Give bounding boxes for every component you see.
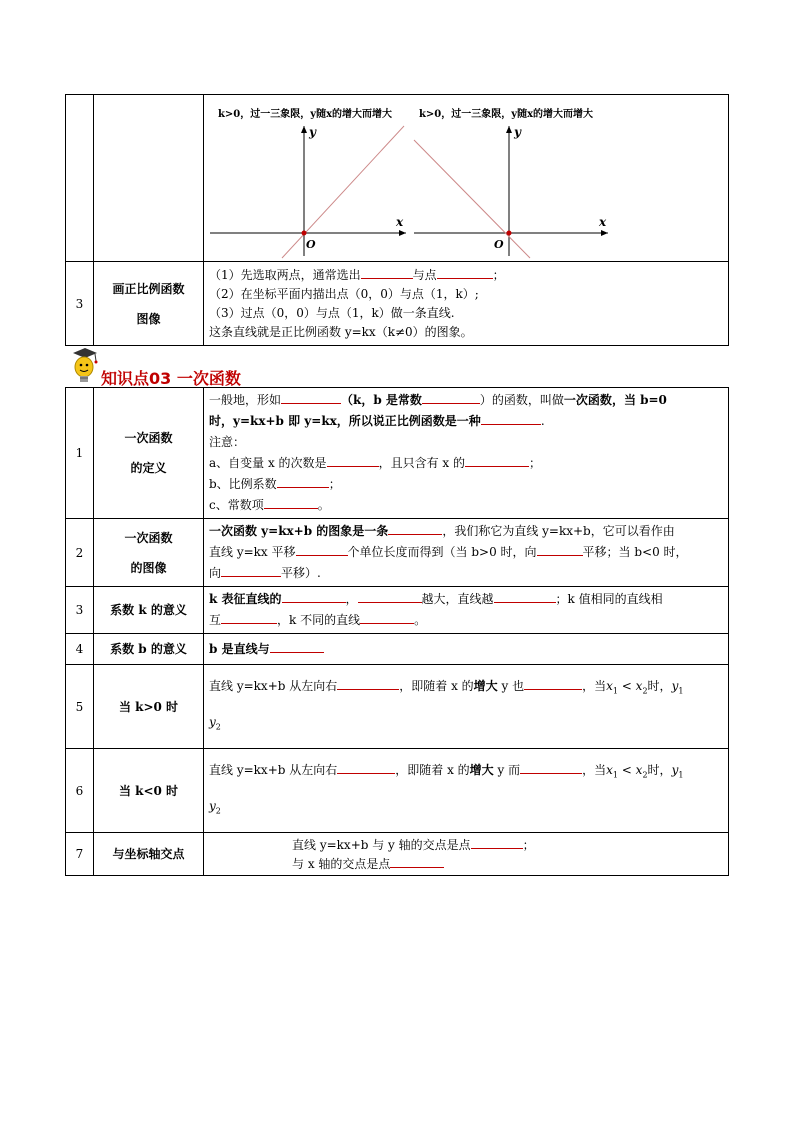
row-content [204, 519, 729, 587]
subscript: 1 [612, 770, 618, 780]
row-content [204, 262, 729, 346]
fill-blank[interactable] [494, 589, 556, 603]
row-label: 系数 k 的意义 [94, 587, 204, 634]
subscript: 2 [215, 721, 221, 731]
text: b、比例系数 [209, 477, 277, 491]
fill-blank[interactable] [327, 453, 379, 467]
text: y 也 [497, 679, 525, 694]
math-var: y [209, 798, 216, 813]
text: 时， [647, 763, 672, 778]
row-label [94, 262, 204, 346]
text: ，当 [582, 763, 607, 778]
row-label-line2: 的图像 [130, 560, 167, 575]
row-content [204, 833, 729, 876]
text: k 表征直线的 [209, 592, 282, 606]
row-content [204, 388, 729, 519]
row-label: 当 k>0 时 [94, 665, 204, 749]
row-number: 1 [66, 388, 94, 519]
math-var: x [635, 763, 643, 778]
cell-empty-num [66, 95, 94, 262]
right-origin-dot [507, 230, 512, 235]
text: 越大，直线越 [421, 592, 494, 606]
row-label-line2: 的定义 [130, 461, 167, 475]
row-label-line1: 一次函数 [124, 530, 173, 545]
row-content [204, 749, 729, 833]
fill-blank[interactable] [221, 610, 277, 624]
text: 一次函数 [563, 393, 612, 407]
fill-blank[interactable] [270, 639, 324, 653]
row-label-line1: 画正比例函数 [112, 281, 185, 296]
left-origin-dot [302, 230, 307, 235]
text: 增大 [473, 679, 498, 694]
row-label: 系数 b 的意义 [94, 634, 204, 665]
text: 与 x 轴的交点是点 [292, 857, 391, 871]
fill-blank[interactable] [520, 760, 582, 774]
text: 增大 [469, 763, 494, 778]
proportional-function-graphs [204, 96, 728, 261]
row-number: 3 [66, 587, 94, 634]
text: ）的函数，叫做 [479, 393, 564, 407]
math-var: y [209, 714, 216, 729]
subscript: 2 [215, 805, 221, 815]
fill-blank[interactable] [361, 265, 413, 279]
math-var: x [606, 679, 613, 694]
text: ； [492, 268, 505, 282]
text: ； [328, 477, 341, 491]
table-row [66, 665, 729, 749]
table-row-draw [66, 262, 729, 346]
left-y-label: y [309, 124, 316, 139]
table-row [66, 749, 729, 833]
text: ，k 不同的直线 [277, 613, 361, 627]
fill-blank[interactable] [221, 563, 281, 577]
fill-blank[interactable] [358, 589, 422, 603]
row-content [204, 634, 729, 665]
text: 向 [209, 566, 222, 580]
right-graph-caption: k>0，过一三象限，y随x的增大而增大 [419, 108, 594, 120]
text: a、自变量 x 的次数是 [209, 456, 327, 470]
table-proportional-function [65, 94, 729, 346]
text: ；k 值相同的直线相 [555, 592, 663, 606]
text: 直线 y=kx+b 与 y 轴的交点是点 [292, 838, 471, 852]
text: 时， [647, 679, 672, 694]
row-label: 当 k<0 时 [94, 749, 204, 833]
row-label [94, 388, 204, 519]
text: ； [522, 838, 535, 852]
cell-graphs [204, 95, 729, 262]
table-row [66, 634, 729, 665]
table-row-graph [66, 95, 729, 262]
left-graph-caption: k>0，过一三象限，y随x的增大而增大 [218, 108, 393, 120]
right-proportional-line [414, 140, 530, 258]
table-row [66, 587, 729, 634]
subscript: 1 [678, 686, 684, 696]
text: （1）先选取两点，通常选出 [209, 268, 361, 282]
fill-blank[interactable] [337, 676, 399, 690]
fill-blank[interactable] [296, 542, 348, 556]
text: 这条直线就是正比例函数 y=kx（k≠0）的图象。 [209, 325, 473, 339]
table-row [66, 833, 729, 876]
row-content [204, 665, 729, 749]
text: 注意： [209, 435, 246, 449]
fill-blank[interactable] [388, 521, 442, 535]
text: （3）过点（0，0）与点（1，k）做一条直线. [209, 306, 455, 320]
text: 直线 y=kx+b 从左向右 [209, 679, 338, 694]
left-proportional-line [282, 126, 404, 258]
text: 互 [209, 613, 222, 627]
fill-blank[interactable] [281, 390, 341, 404]
text: 直线 y=kx+b 从左向右 [209, 763, 338, 778]
text: . [540, 414, 545, 428]
text: 一般地，形如 [209, 393, 282, 407]
text: ，即随着 x 的 [395, 763, 470, 778]
math-var: x [606, 763, 613, 778]
text: ，当 b=0 [611, 393, 667, 407]
text: ，我们称它为直线 y=kx+b，它可以看作由 [442, 524, 675, 538]
text: 一次函数 y=kx+b 的图象是一条 [209, 524, 389, 538]
table-row [66, 519, 729, 587]
row-number: 7 [66, 833, 94, 876]
text: c、常数项 [209, 498, 264, 512]
text: 时，y=kx+b 即 y=kx，所以说 [209, 414, 385, 428]
text: 正比例函数是一种 [384, 414, 481, 428]
text: （2）在坐标平面内描出点（0，0）与点（1，k）; [209, 287, 479, 301]
text: ， [345, 592, 358, 606]
text: ，当 [582, 679, 607, 694]
row-number: 6 [66, 749, 94, 833]
right-x-label: x [599, 214, 607, 229]
subscript: 2 [642, 770, 648, 780]
fill-blank[interactable] [471, 835, 523, 849]
text: y 而 [493, 763, 521, 778]
fill-blank[interactable] [264, 495, 318, 509]
fill-blank[interactable] [282, 589, 346, 603]
text: ，且只含有 x 的 [378, 456, 465, 470]
text: 个单位长度而得到（当 b>0 时，向 [347, 545, 537, 559]
text: ，即随着 x 的 [399, 679, 474, 694]
subscript: 2 [642, 686, 648, 696]
row-number: 5 [66, 665, 94, 749]
subscript: 1 [612, 686, 618, 696]
fill-blank[interactable] [337, 760, 395, 774]
row-label-line2: 图像 [136, 311, 161, 326]
row-label [94, 519, 204, 587]
text: ； [528, 456, 541, 470]
text: （k，b 是常数 [341, 393, 422, 407]
fill-blank[interactable] [422, 390, 480, 404]
row-number: 3 [66, 262, 94, 346]
table-row [66, 388, 729, 519]
row-number: 4 [66, 634, 94, 665]
right-origin-label: O [494, 237, 504, 251]
fill-blank[interactable] [465, 453, 529, 467]
fill-blank[interactable] [524, 676, 582, 690]
left-x-label: x [396, 214, 404, 229]
fill-blank[interactable] [360, 610, 414, 624]
row-number: 2 [66, 519, 94, 587]
math-var: x [635, 679, 643, 694]
row-content [204, 587, 729, 634]
text: 平移）. [281, 566, 321, 580]
text: 。 [414, 613, 427, 627]
table-linear-function [65, 387, 729, 876]
fill-blank[interactable] [277, 474, 329, 488]
row-label: 与坐标轴交点 [94, 833, 204, 876]
section-title: 知识点03 一次函数 [101, 369, 241, 388]
text: 直线 y=kx 平移 [209, 545, 296, 559]
right-y-label: y [514, 124, 521, 139]
cell-empty-label [94, 95, 204, 262]
text: 。 [317, 498, 330, 512]
row-label-line1: 一次函数 [124, 431, 173, 445]
scholar-bulb-icon [68, 345, 102, 385]
text: b 是直线与 [209, 641, 270, 656]
math-op: < [617, 763, 636, 778]
fill-blank[interactable] [437, 265, 493, 279]
section-heading [68, 345, 368, 388]
text: 平移；当 b<0 时， [582, 545, 688, 559]
fill-blank[interactable] [390, 854, 444, 868]
fill-blank[interactable] [537, 542, 583, 556]
fill-blank[interactable] [481, 411, 541, 425]
math-var: y [671, 679, 679, 694]
text: 与点 [412, 268, 437, 282]
math-op: < [617, 679, 636, 694]
subscript: 1 [678, 770, 684, 780]
left-origin-label: O [306, 237, 316, 251]
math-var: y [671, 763, 679, 778]
